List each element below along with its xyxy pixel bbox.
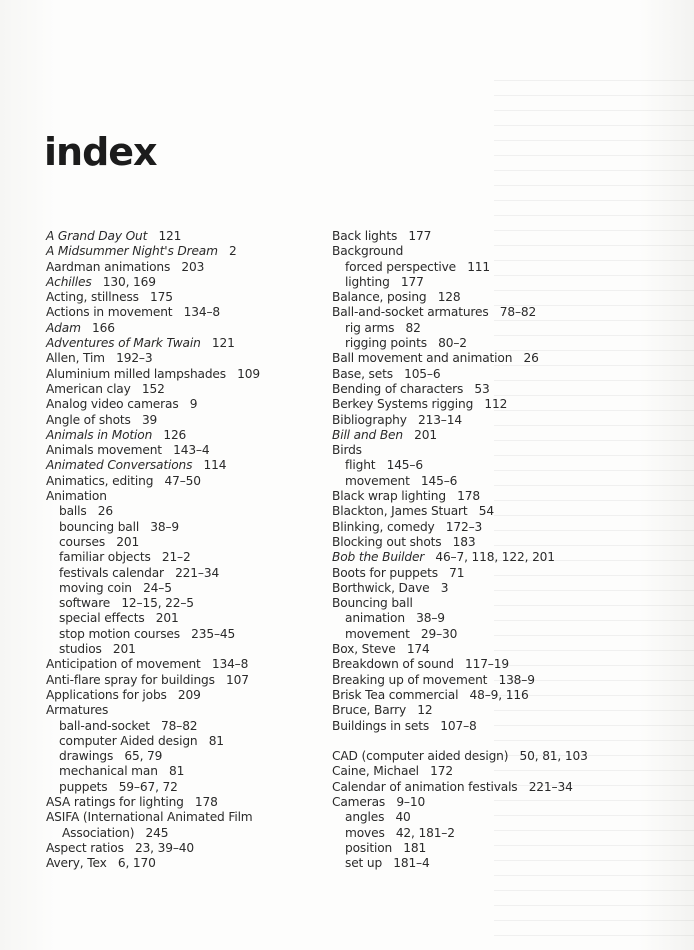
index-term: Caine, Michael — [332, 764, 419, 779]
index-page-numbers: 81 — [208, 733, 224, 748]
index-term: Black wrap lighting — [332, 489, 446, 504]
index-entry — [46, 673, 336, 688]
index-page-numbers: 166 — [92, 320, 115, 335]
index-subentry — [46, 734, 336, 749]
index-subentry — [46, 550, 336, 565]
index-page-numbers: 126 — [163, 427, 187, 442]
index-page-numbers: 78–82 — [161, 718, 198, 733]
index-term: Birds — [332, 443, 362, 458]
index-page-numbers: 183 — [452, 534, 476, 549]
index-term: forced perspective — [345, 259, 457, 274]
index-page-numbers: 201 — [116, 534, 140, 549]
index-term: angles — [345, 810, 385, 825]
index-term: Boots for puppets — [332, 565, 438, 580]
index-term: stop motion courses — [59, 626, 180, 641]
index-subentry — [332, 260, 662, 275]
index-term: Blocking out shots — [332, 534, 442, 549]
index-entry — [332, 780, 662, 795]
index-term: A Midsummer Night's Dream — [46, 244, 218, 259]
index-subentry — [332, 810, 662, 825]
index-entry — [46, 367, 336, 382]
index-page-numbers: 178 — [194, 794, 218, 809]
index-page-numbers: 128 — [437, 290, 461, 305]
index-entry — [46, 458, 336, 473]
index-entry — [332, 795, 662, 810]
index-term: movement — [345, 626, 410, 641]
index-entry — [332, 703, 662, 718]
index-subentry — [332, 856, 662, 871]
index-subentry — [332, 841, 662, 856]
index-page-numbers: 145–6 — [420, 473, 458, 488]
index-page-numbers: 172–3 — [445, 519, 483, 534]
index-entry — [46, 826, 336, 841]
index-page-numbers: 12–15, 22–5 — [121, 596, 194, 611]
index-subentry — [46, 535, 336, 550]
index-term: Aluminium milled lampshades — [46, 366, 226, 381]
index-term: Adventures of Mark Twain — [46, 336, 201, 351]
index-page-numbers: 181 — [403, 840, 427, 855]
index-entry — [332, 535, 662, 550]
index-subentry — [46, 749, 336, 764]
index-term: Borthwick, Dave — [332, 580, 430, 595]
index-page-numbers: 152 — [141, 381, 165, 396]
index-subentry — [46, 581, 336, 596]
index-entry — [332, 382, 662, 397]
index-page-numbers: 65, 79 — [124, 749, 163, 764]
index-term: Cameras — [332, 794, 386, 809]
index-term: Analog video cameras — [46, 397, 179, 412]
index-term: Angle of shots — [46, 412, 131, 427]
index-entry — [332, 566, 662, 581]
index-page-numbers: 143–4 — [173, 443, 210, 458]
index-page-numbers: 40 — [395, 810, 411, 825]
index-column-left — [46, 229, 336, 871]
index-term: Breakdown of sound — [332, 657, 454, 672]
index-term: Acting, stillness — [46, 290, 139, 305]
index-page-numbers: 201 — [155, 611, 179, 626]
index-term: mechanical man — [59, 764, 158, 779]
index-page-numbers: 109 — [237, 366, 260, 381]
index-entry — [46, 413, 336, 428]
index-page-numbers: 213–14 — [418, 412, 462, 427]
index-entry — [46, 795, 336, 810]
index-page-numbers: 121 — [211, 336, 235, 351]
index-term: Achilles — [46, 274, 92, 289]
index-term: Blinking, comedy — [332, 519, 435, 534]
index-page-numbers: 245 — [145, 825, 169, 840]
index-page-numbers: 12 — [417, 703, 433, 718]
index-term: Association) — [62, 825, 135, 840]
index-entry — [46, 260, 336, 275]
index-page-numbers: 53 — [474, 381, 490, 396]
index-page-numbers: 172 — [430, 764, 453, 779]
index-term: Brisk Tea commercial — [332, 687, 459, 702]
index-page-numbers: 107 — [226, 672, 249, 687]
index-entry — [332, 764, 662, 779]
index-term: rig arms — [345, 320, 395, 335]
index-entry — [46, 305, 336, 320]
index-term: Buildings in sets — [332, 718, 430, 733]
index-term: animation — [345, 611, 405, 626]
index-page-numbers: 48–9, 116 — [469, 687, 529, 702]
index-term: courses — [59, 534, 106, 549]
index-page-numbers: 2 — [229, 244, 237, 259]
index-term: Ball movement and animation — [332, 351, 513, 366]
index-term: Ball-and-socket armatures — [332, 305, 489, 320]
index-page-numbers: 177 — [408, 229, 432, 243]
index-term: Breaking up of movement — [332, 672, 488, 687]
index-page-numbers: 221–34 — [528, 779, 573, 794]
index-entry — [332, 305, 662, 320]
index-term: puppets — [59, 779, 108, 794]
index-page-numbers: 6, 170 — [117, 856, 156, 871]
index-page-numbers: 134–8 — [211, 657, 249, 672]
index-page-numbers: 203 — [181, 259, 205, 274]
index-term: Bibliography — [332, 412, 407, 427]
index-entry — [46, 351, 336, 366]
index-term: Animation — [46, 489, 107, 504]
index-entry — [332, 504, 662, 519]
index-subentry — [332, 275, 662, 290]
index-term: Balance, posing — [332, 290, 427, 305]
index-page-numbers: 71 — [449, 565, 465, 580]
index-term: Allen, Tim — [46, 351, 105, 366]
index-page-numbers: 107–8 — [440, 718, 477, 733]
index-term: set up — [345, 856, 383, 871]
index-subentry — [46, 566, 336, 581]
index-term: Adam — [46, 320, 81, 335]
index-page-numbers: 46–7, 118, 122, 201 — [435, 550, 555, 565]
index-subentry — [46, 780, 336, 795]
index-entry — [46, 474, 336, 489]
index-entry — [332, 688, 662, 703]
index-page-numbers: 177 — [400, 274, 424, 289]
index-term: moves — [345, 825, 385, 840]
index-entry — [46, 321, 336, 336]
index-term: Animals movement — [46, 443, 162, 458]
index-entry — [332, 244, 662, 259]
index-term: Back lights — [332, 229, 398, 243]
index-term: balls — [59, 504, 87, 519]
index-term: Animals in Motion — [46, 427, 153, 442]
index-page-numbers: 121 — [158, 229, 182, 243]
index-page-numbers: 26 — [523, 351, 539, 366]
index-column-right — [332, 229, 662, 871]
index-term: Actions in movement — [46, 305, 173, 320]
index-term: ASIFA (International Animated Film — [46, 810, 253, 825]
index-subentry — [332, 458, 662, 473]
index-page-numbers: 24–5 — [143, 580, 172, 595]
index-entry — [332, 596, 662, 611]
index-term: drawings — [59, 749, 114, 764]
index-term: Blackton, James Stuart — [332, 504, 468, 519]
index-page-numbers: 78–82 — [499, 305, 537, 320]
index-entry — [332, 719, 662, 734]
index-subentry — [332, 611, 662, 626]
index-term: studios — [59, 642, 102, 657]
index-page-numbers: 105–6 — [404, 366, 441, 381]
index-term: Berkey Systems rigging — [332, 397, 474, 412]
index-term: Anti-flare spray for buildings — [46, 672, 215, 687]
index-term: rigging points — [345, 336, 427, 351]
index-term: bouncing ball — [59, 519, 140, 534]
index-entry — [332, 229, 662, 244]
index-entry — [332, 351, 662, 366]
index-term: Aardman animations — [46, 259, 171, 274]
index-term: special effects — [59, 611, 145, 626]
page-title: index — [44, 130, 157, 174]
index-entry — [46, 336, 336, 351]
index-page-numbers: 221–34 — [175, 565, 220, 580]
index-entry — [332, 489, 662, 504]
index-entry — [332, 642, 662, 657]
index-section-gap — [332, 734, 662, 749]
index-page-numbers: 38–9 — [150, 519, 180, 534]
index-entry — [332, 367, 662, 382]
index-term: Bill and Ben — [332, 427, 403, 442]
index-term: Calendar of animation festivals — [332, 779, 518, 794]
index-term: lighting — [345, 274, 390, 289]
index-page-numbers: 235–45 — [191, 626, 236, 641]
index-page-numbers: 201 — [112, 642, 136, 657]
index-term: Base, sets — [332, 366, 393, 381]
index-entry — [332, 397, 662, 412]
index-page-numbers: 138–9 — [498, 672, 535, 687]
index-entry — [46, 489, 336, 504]
index-subentry — [332, 474, 662, 489]
index-term: Anticipation of movement — [46, 657, 201, 672]
index-page-numbers: 80–2 — [438, 336, 467, 351]
index-page-numbers: 50, 81, 103 — [519, 749, 588, 764]
index-page-numbers: 117–19 — [465, 657, 509, 672]
index-page-numbers: 21–2 — [161, 550, 191, 565]
index-term: festivals calendar — [59, 565, 164, 580]
index-entry — [46, 688, 336, 703]
index-page-numbers: 130, 169 — [102, 274, 156, 289]
index-term: CAD (computer aided design) — [332, 749, 509, 764]
index-entry — [332, 550, 662, 565]
index-page-numbers: 54 — [478, 504, 494, 519]
index-subentry — [46, 520, 336, 535]
index-page-numbers: 29–30 — [420, 626, 458, 641]
index-subentry — [46, 764, 336, 779]
index-page-numbers: 111 — [467, 259, 491, 274]
index-term: Box, Steve — [332, 642, 396, 657]
index-entry — [46, 397, 336, 412]
index-entry — [46, 290, 336, 305]
index-subentry — [332, 321, 662, 336]
index-term: Bending of characters — [332, 381, 464, 396]
index-term: Animatics, editing — [46, 473, 154, 488]
index-term: flight — [345, 458, 376, 473]
index-entry — [46, 841, 336, 856]
index-page-numbers: 192–3 — [116, 351, 153, 366]
index-page-numbers: 145–6 — [386, 458, 423, 473]
index-term: Animated Conversations — [46, 458, 193, 473]
index-term: position — [345, 840, 393, 855]
index-term: American clay — [46, 381, 131, 396]
index-page-numbers: 174 — [406, 642, 430, 657]
index-entry — [332, 428, 662, 443]
index-subentry — [46, 504, 336, 519]
index-term: Bruce, Barry — [332, 703, 407, 718]
index-term: Bouncing ball — [332, 596, 413, 611]
index-page-numbers: 81 — [168, 764, 185, 779]
index-entry — [332, 657, 662, 672]
index-term: software — [59, 596, 111, 611]
index-subentry — [46, 627, 336, 642]
index-entry — [332, 749, 662, 764]
index-term: familiar objects — [59, 550, 151, 565]
index-term: movement — [345, 473, 410, 488]
index-entry — [332, 520, 662, 535]
index-page-numbers: 47–50 — [164, 473, 201, 488]
index-page-numbers: 3 — [440, 580, 449, 595]
index-page-numbers: 82 — [405, 320, 421, 335]
index-page-numbers: 26 — [97, 504, 113, 519]
index-subentry — [332, 627, 662, 642]
index-page-numbers: 114 — [203, 458, 227, 473]
index-entry — [332, 290, 662, 305]
index-entry — [46, 443, 336, 458]
index-term: Avery, Tex — [46, 856, 107, 871]
index-subentry — [332, 336, 662, 351]
index-term: ball-and-socket — [59, 718, 150, 733]
index-entry — [46, 703, 336, 718]
index-term: A Grand Day Out — [46, 229, 148, 243]
index-subentry — [46, 596, 336, 611]
index-page-numbers: 181–4 — [393, 856, 430, 871]
index-page-numbers: 38–9 — [416, 611, 445, 626]
index-entry — [46, 428, 336, 443]
index-page-numbers: 209 — [177, 687, 201, 702]
index-term: Applications for jobs — [46, 687, 167, 702]
index-entry — [332, 673, 662, 688]
index-page-numbers: 175 — [150, 290, 173, 305]
index-page-numbers: 112 — [484, 397, 508, 412]
index-term: ASA ratings for lighting — [46, 794, 184, 809]
index-entry — [46, 244, 336, 259]
index-entry — [46, 657, 336, 672]
index-entry — [46, 229, 336, 244]
index-page-numbers: 42, 181–2 — [395, 825, 455, 840]
index-term: Background — [332, 244, 404, 259]
index-entry — [332, 443, 662, 458]
index-term: moving coin — [59, 580, 132, 595]
index-subentry — [332, 826, 662, 841]
index-page-numbers: 39 — [141, 412, 158, 427]
index-subentry — [46, 611, 336, 626]
index-page-numbers: 178 — [457, 489, 480, 504]
index-page-numbers: 23, 39–40 — [134, 840, 194, 855]
index-page-numbers: 134–8 — [183, 305, 221, 320]
index-page-numbers: 9 — [189, 397, 198, 412]
index-term: Armatures — [46, 703, 109, 718]
index-entry — [46, 275, 336, 290]
index-subentry — [46, 642, 336, 657]
index-subentry — [46, 719, 336, 734]
index-page-numbers: 59–67, 72 — [118, 779, 178, 794]
index-entry — [46, 810, 336, 825]
index-term: Bob the Builder — [332, 550, 425, 565]
index-entry — [332, 413, 662, 428]
index-entry — [332, 581, 662, 596]
index-entry — [46, 856, 336, 871]
index-entry — [46, 382, 336, 397]
index-page-numbers: 9–10 — [396, 794, 426, 809]
index-page-numbers: 201 — [414, 427, 437, 442]
index-term: computer Aided design — [59, 733, 198, 748]
index-term: Aspect ratios — [46, 840, 124, 855]
